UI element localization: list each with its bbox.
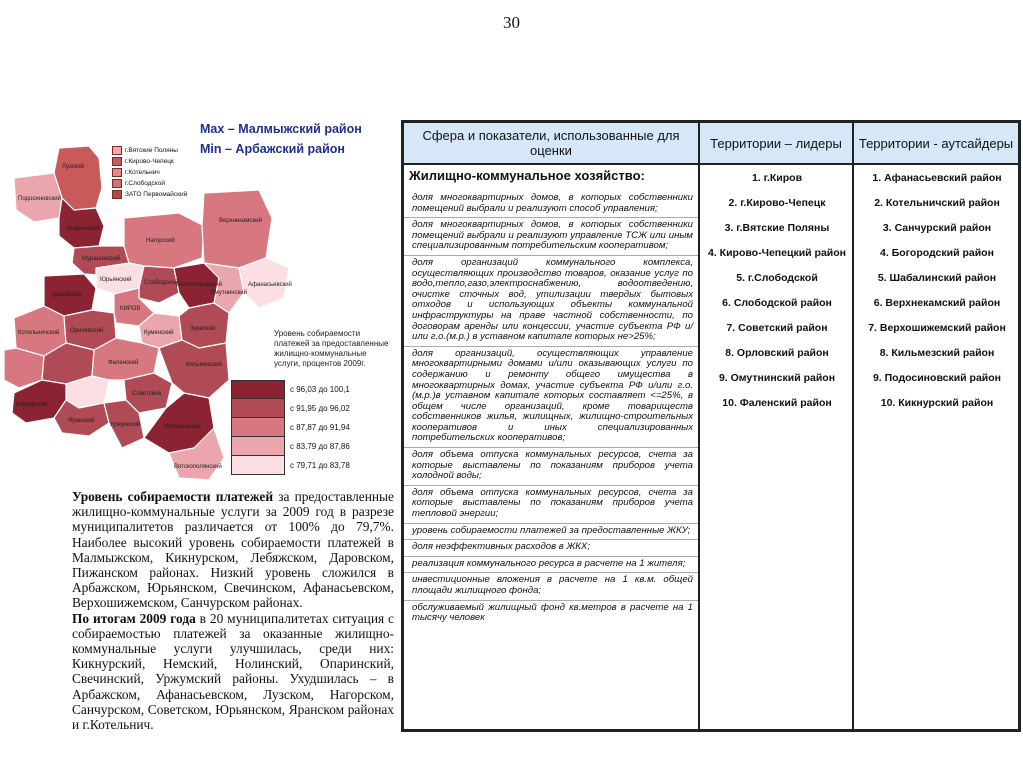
map-label-darovskoy: Даровской <box>52 292 82 298</box>
outsiders-column <box>854 165 1018 729</box>
map-label-oparinsky: Опаринский <box>66 226 100 232</box>
legend-swatch <box>112 168 122 177</box>
scale-swatch <box>231 456 285 475</box>
leader-item: 6. Слободской район <box>722 297 832 309</box>
legend-label: г.Котельнич <box>125 169 160 176</box>
ranking-table <box>401 120 1021 732</box>
map-label-zuevsky: Зуевский <box>190 326 216 332</box>
map-label-yaransky: Яранский <box>68 418 95 424</box>
map-label-kotelnich: Котельничский <box>18 330 60 336</box>
indicator-item: доля многоквартирных домов, в которых собственники помещений выбрали и реализуют способ управления; <box>404 191 698 218</box>
legend-label: г.Вятские Поляны <box>125 147 178 154</box>
map-label-afanasyevsky: Афанасьевский <box>248 282 292 288</box>
map-label-luzsky: Лузский <box>62 164 85 170</box>
map-label-vyatskopolyansky: Вятскополянский <box>174 464 222 470</box>
outsider-item: 3. Санчурский район <box>882 222 992 234</box>
scale-label: с 79,71 до 83,78 <box>290 461 350 470</box>
outsider-item: 5. Шабалинский район <box>877 272 997 284</box>
map-label-kilmezsky: Кильмезский <box>186 362 222 368</box>
map-label-urzhumsky: Уржумский <box>110 422 141 428</box>
map-title-max: Max – Малмыжский район <box>200 122 362 136</box>
indicator-item: доля многоквартирных домов, в которых собственники помещений выбрали и реализуют управление ТСЖ или иным специализированным потребительским кооперативом; <box>404 218 698 256</box>
scale-swatch <box>231 380 285 399</box>
map-label-belokholunitsky: Белохолуницкий <box>176 282 222 288</box>
outsider-item: 7. Верхошижемский район <box>868 322 1006 334</box>
paragraph-2 <box>22 611 394 733</box>
city-legend-item <box>112 178 187 189</box>
scale-row <box>231 399 350 418</box>
paragraph-2-text: в 20 муниципалитетах ситуация с собираемостью платежей за оказанные жилищно-коммунальные услуги улучшилась, среди них: Кикнурский, Немский, Нолинский, Опаринский, Свечинский, Уржумский районы. Ухудшилась – в Арбажском, Афанасьевском, Лузском, Нагорском, Санчурском, Советском, Юрьянском, Яранском районах и г.Котельнич. <box>72 610 394 733</box>
legend-label: г.Кирово-Чепецк <box>125 158 174 165</box>
header-leaders: Территории – лидеры <box>700 123 854 163</box>
indicator-list <box>404 191 698 627</box>
scale-label: с 91,95 до 96,02 <box>290 404 350 413</box>
legend-label: ЗАТО Первомайский <box>125 191 188 198</box>
scale-label: с 96,03 до 100,1 <box>290 385 350 394</box>
legend-swatch <box>112 190 122 199</box>
leaders-list <box>700 165 852 411</box>
leader-item: 10. Фаленский район <box>722 397 832 409</box>
indicator-item: инвестиционные вложения в расчете на 1 кв.м. общей площади жилищного фонда; <box>404 573 698 600</box>
map-label-yuryansky: Юрьянский <box>100 277 132 283</box>
indicator-item: уровень собираемости платежей за предоставленные ЖКУ; <box>404 524 698 541</box>
map-label-orichevsky: Оричевский <box>70 328 104 334</box>
header-indicators: Сфера и показатели, использованные для оценки <box>404 123 700 163</box>
map-label-malmyzhsky: Малмыжский <box>164 424 201 430</box>
header-outsiders: Территории - аутсайдеры <box>858 135 1014 151</box>
leader-item: 4. Кирово-Чепецкий район <box>708 247 846 259</box>
map-label-kirov: КИРОВ <box>120 306 141 312</box>
outsider-item: 4. Богородский район <box>880 247 994 259</box>
scale-caption: Уровень собираемости платежей за предоставленные жилищно-коммунальные услуги, процентов 2009г. <box>274 329 389 368</box>
scale-row <box>231 418 350 437</box>
scale-row <box>231 380 350 399</box>
paragraph-2-lead: По итогам 2009 года <box>72 610 196 626</box>
scale-label: с 87,87 до 91,94 <box>290 423 350 432</box>
leader-item: 8. Орловский район <box>725 347 829 359</box>
outsider-item: 10. Кикнурский район <box>880 397 994 409</box>
leader-item: 2. г.Кирово-Чепецк <box>728 197 826 209</box>
leader-item: 3. г.Вятские Поляны <box>724 222 830 234</box>
map-label-kumensky: Куменский <box>144 330 174 336</box>
outsider-item: 6. Верхнекамский район <box>873 297 1001 309</box>
scale-row <box>231 456 350 475</box>
scale-row <box>231 437 350 456</box>
indicator-item: реализация коммунального ресурса в расчете на 1 жителя; <box>404 557 698 574</box>
scale-label: с 83,79 до 87,86 <box>290 442 350 451</box>
map-region-verkhnekamsky <box>202 190 272 268</box>
leader-item: 7. Советский район <box>726 322 828 334</box>
leader-item: 1. г.Киров <box>751 172 803 184</box>
legend-label: г.Слободской <box>125 180 165 187</box>
indicator-item: доля организаций, осуществляющих управление многоквартирными домами и/или оказывающих услуги по содержанию и ремонту общего имущества в многоквартирных домах, участие субъекта РФ и/или г.о.(м.р.)в уставном капитале которых составляет <=25%, в общем числе организаций, кроме товариществ собственников жилья, жилищных, жилищно-строительных кооперативов и иных специализированных потребительских кооперативов; <box>404 347 698 448</box>
scale-swatch <box>231 399 285 418</box>
paragraph-1-lead: Уровень собираемости платежей <box>72 489 274 504</box>
map-label-falensky: Фаленский <box>108 360 139 366</box>
legend-swatch <box>112 146 122 155</box>
indicator-item: доля объема отпуска коммунальных ресурсов, счета за которые выставлены по показаниям приборов учета холодной воды; <box>404 448 698 486</box>
legend-swatch <box>112 157 122 166</box>
indicator-item: доля организаций коммунального комплекса, осуществляющих производство товаров, оказание услуг по водо,тепло,газо,электроснабжению, водоотведению, очистке сточных вод, утилизации твердых бытовых отходов и использующих объекты коммунальной инфраструктуры на праве частной собственности, по договорам аренды или концессии, участие субъекта РФ и/или г.о.(м.р.) в уставном капитале которых не>25%; <box>404 256 698 347</box>
outsiders-list <box>854 165 1018 411</box>
map-title-min: Min – Арбажский район <box>200 142 345 156</box>
city-legend-item <box>112 156 187 167</box>
body-text <box>22 489 394 732</box>
map-label-podosinovsky: Подосиновский <box>18 196 61 202</box>
map-label-kiknursky: Кикнурский <box>16 402 48 408</box>
scale-swatch <box>231 437 285 456</box>
paragraph-1 <box>22 489 394 611</box>
leaders-column <box>700 165 854 729</box>
map-label-omutninsky: Омутнинский <box>210 290 247 296</box>
city-legend-item <box>112 167 187 178</box>
map-label-nagorsky: Нагорский <box>146 238 175 244</box>
outsider-item: 2. Котельничский район <box>874 197 1000 209</box>
city-legend <box>112 145 187 200</box>
outsider-item: 9. Подосиновский район <box>872 372 1002 384</box>
scale-swatch <box>231 418 285 437</box>
indicator-item: доля неэффективных расходов в ЖКХ; <box>404 540 698 557</box>
paragraph-1-text: за предоставленные жилищно-коммунальные услуги за 2009 год в разрезе муниципалитетов различается от 100% до 79,7%. Наиболее высокий уровень собираемости платежей в Малмыжском, Кикнурском, Лебяжском, Даровском, Пижанском районах. Низкий уровень сложился в Арбажском, Юрьянском, Свечинском, Афанасьевском, Верхошижемском, Санчурском районах. <box>72 489 394 611</box>
outsider-item: 8. Кильмезский район <box>879 347 995 359</box>
region-map <box>4 118 396 490</box>
section-title: Жилищно-коммунальное хозяйство: <box>409 168 645 183</box>
indicators-column <box>404 165 700 729</box>
table-header <box>404 123 1018 165</box>
leader-item: 9. Омутнинский район <box>718 372 836 384</box>
indicator-item: доля объема отпуска коммунальных ресурсов, счета за которые выставлены по показаниям приборов учета тепловой энергии; <box>404 486 698 524</box>
leader-item: 5. г.Слободской <box>736 272 818 284</box>
city-legend-item <box>112 145 187 156</box>
outsider-item: 1. Афанасьевский район <box>872 172 1002 184</box>
map-label-murashinsky: Мурашинский <box>82 256 121 262</box>
map-label-sovetsky: Советский <box>132 391 161 397</box>
table-body <box>404 165 1018 729</box>
page-number: 30 <box>503 13 520 32</box>
indicator-item: обслуживаемый жилищный фонд кв.метров в расчете на 1 тысячу человек <box>412 601 693 624</box>
legend-swatch <box>112 179 122 188</box>
map-label-verkhnekamsky: Верхнекамский <box>219 218 262 224</box>
color-scale-legend <box>231 380 350 475</box>
city-legend-item <box>112 189 187 200</box>
map-label-slobodskoy: Слободской <box>144 280 178 286</box>
